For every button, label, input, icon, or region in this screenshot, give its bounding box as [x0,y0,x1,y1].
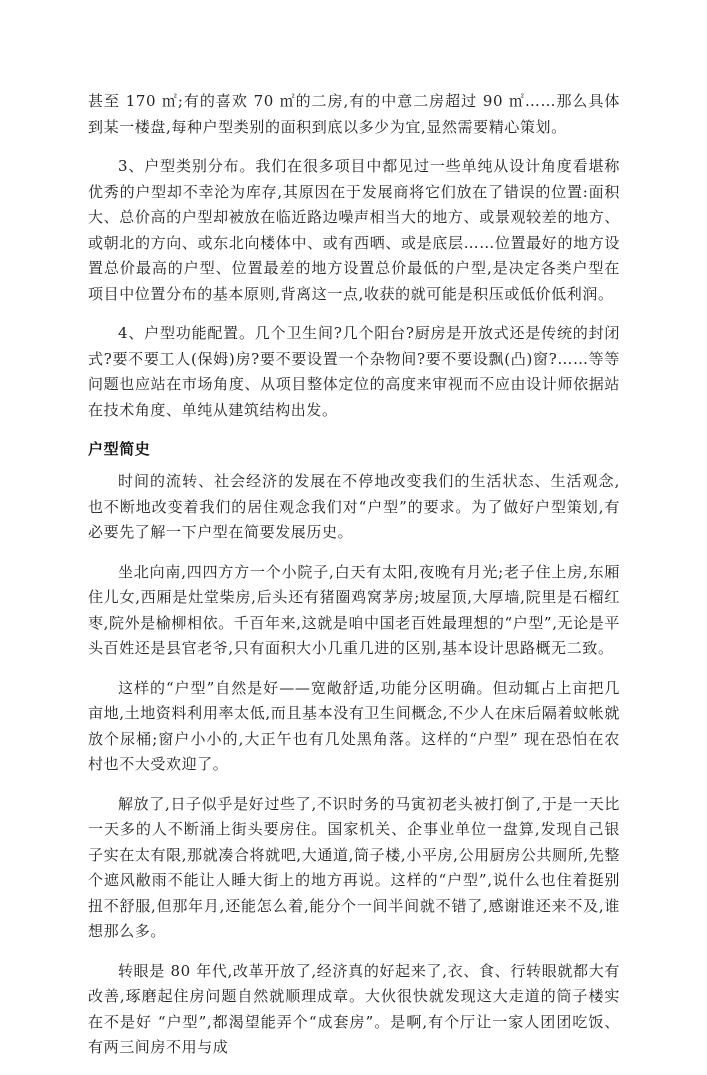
paragraph-courtyard: 坐北向南,四四方方一个小院子,白天有太阳,夜晚有月光;老子住上房,东厢住儿女,西厢是灶堂柴房,后头还有猪圈鸡窝茅房;坡屋顶,大厚墙,院里是石榴红枣,院外是榆柳相依。千百年来,这就是咱中国老百姓最理想的“户型”,无论是平头百姓还是县官老爷,只有面积大小几重几进的区别,基本设计思路概无二致。 [88,562,620,657]
paragraph-function-config: 4、户型功能配置。几个卫生间?几个阳台?厨房是开放式还是传统的封闭式?要不要工人(保姆)房?要不要设置一个杂物间?要不要设飘(凸)窗?……等等问题也应站在市场角度、从项目整体定位的高度来审视而不应由设计师依据站在技术角度、单纯从建筑结构出发。 [88,324,620,419]
paragraph-history-intro: 时间的流转、社会经济的发展在不停地改变我们的生活状态、生活观念,也不断地改变着我们的居住观念我们对“户型”的要求。为了做好户型策划,有必要先了解一下户型在简要发展历史。 [88,472,620,541]
document-body [88,89,620,1075]
section-heading-history: 户型简史 [88,440,151,458]
paragraph-type-distribution: 3、户型类别分布。我们在很多项目中都见过一些单纯从设计角度看堪称优秀的户型却不幸沦为库存,其原因在于发展商将它们放在了错误的位置:面积大、总价高的户型却被放在临近路边噪声相当大的地方、或景观较差的地方、或朝北的方向、或东北向楼体中、或有西晒、或是底层……位置最好的地方设置总价最高的户型、位置最差的地方设置总价最低的户型,是决定各类户型在项目中位置分布的基本原则,背离这一点,收获的就可能是积压或低价低利润。 [88,157,620,303]
paragraph-liberation-era: 解放了,日子似乎是好过些了,不识时务的马寅初老头被打倒了,于是一天比一天多的人不断涌上街头要房住。国家机关、企事业单位一盘算,发现自己银子实在太有限,那就凑合将就吧,大通道,筒子楼,小平房,公用厨房公共厕所,先整个遮风敝雨不能让人睡大街上的地方再说。这样的“户型”,说什么也住着挺别扭不舒服,但那年月,还能怎么着,能分个一间半间就不错了,感谢谁还来不及,谁想那么多。 [88,794,620,940]
paragraph-eighties: 转眼是 80 年代,改革开放了,经济真的好起来了,衣、食、行转眼就都大有改善,琢磨起住房问题自然就顺理成章。大伙很快就发现这大走道的筒子楼实在不是好 “户型”,都渴望能弄个“成套房”。是啊,有个厅让一家人团团吃饭、有两三间房不用与成 [88,961,620,1056]
paragraph-courtyard-drawbacks: 这样的“户型”自然是好——宽敞舒适,功能分区明确。但动辄占上亩把几亩地,土地资料利用率太低,而且基本没有卫生间概念,不少人在床后隔着蚊帐就放个尿桶;窗户小小的,大正午也有几处黑角落。这样的“户型” 现在恐怕在农村也不大受欢迎了。 [88,678,620,773]
paragraph-area-planning: 甚至 170 ㎡;有的喜欢 70 ㎡的二房,有的中意二房超过 90 ㎡……那么具体到某一楼盘,每种户型类别的面积到底以多少为宜,显然需要精心策划。 [88,92,620,136]
